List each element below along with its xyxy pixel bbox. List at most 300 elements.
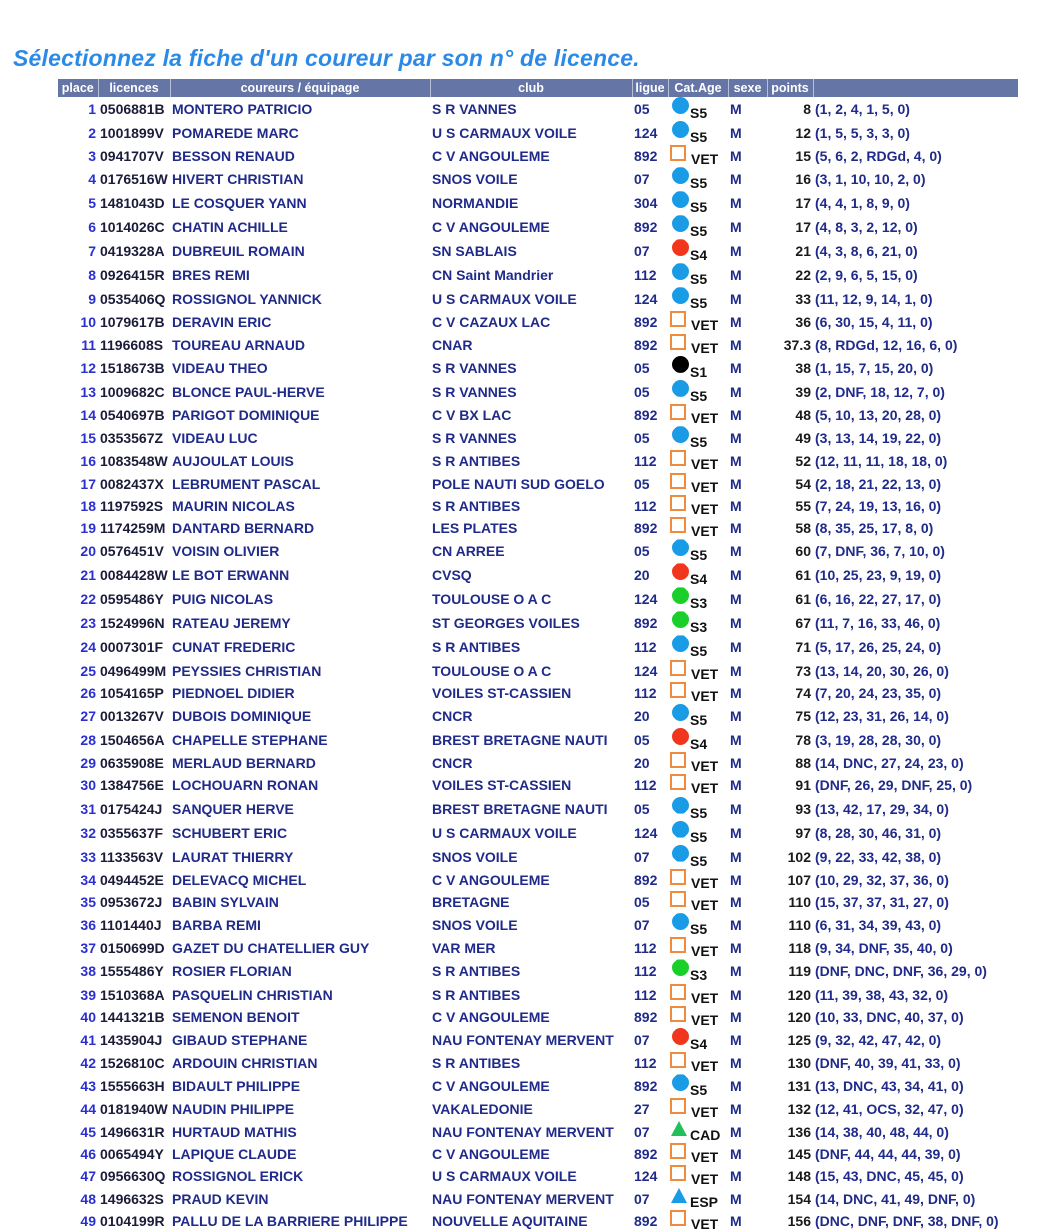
orange-square-icon: [670, 311, 686, 327]
club-cell: U S CARMAUX VOILE: [432, 291, 577, 308]
place-cell: 4: [88, 171, 96, 188]
table-row[interactable]: [58, 728, 1018, 752]
race-results-cell: (13, 14, 20, 30, 26, 0): [815, 662, 949, 679]
place-cell: 18: [80, 497, 96, 514]
category-cell: [668, 1028, 728, 1052]
licence-link[interactable]: 0953672J: [100, 894, 163, 910]
table-row[interactable]: [58, 1098, 1018, 1120]
club-cell: NAU FONTENAY MERVENT: [432, 1190, 614, 1207]
category-label: S5: [690, 223, 708, 240]
table-row[interactable]: [58, 587, 1018, 611]
licence-link[interactable]: 1079617B: [100, 314, 165, 331]
licence-link[interactable]: 0496499M: [100, 662, 167, 679]
points-cell: 52: [795, 453, 811, 470]
points-cell: 145: [787, 1146, 811, 1163]
category-label: VET: [691, 1058, 719, 1075]
racer-name-link[interactable]: LE BOT ERWANN: [172, 567, 290, 584]
sexe-cell: M: [730, 731, 742, 748]
points-cell: 8: [803, 101, 811, 117]
place-cell: 29: [80, 755, 96, 772]
licence-link[interactable]: 1504656A: [100, 731, 165, 748]
category-cell: [668, 404, 728, 426]
table-row[interactable]: [58, 891, 1018, 913]
licence-link[interactable]: 1133563V: [100, 848, 164, 865]
racer-name-link[interactable]: VOISIN OLIVIER: [172, 543, 280, 560]
green-octagon-icon: [672, 611, 689, 628]
place-cell: 8: [88, 267, 96, 284]
category-cell: [668, 821, 728, 845]
licence-link[interactable]: 1435904J: [100, 1032, 163, 1049]
sexe-cell: M: [730, 543, 742, 560]
category-label: S5: [690, 711, 708, 728]
ligue-cell: 892: [634, 1008, 658, 1025]
sexe-cell: M: [730, 314, 742, 331]
licence-link[interactable]: 0082437X: [100, 475, 164, 492]
licence-link[interactable]: 0635908E: [100, 755, 164, 772]
table-row[interactable]: [58, 311, 1018, 333]
orange-square-icon: [670, 937, 686, 953]
licence-link[interactable]: 1196608S: [100, 336, 164, 353]
table-row[interactable]: [58, 704, 1018, 728]
category-label: VET: [691, 1149, 719, 1166]
points-cell: 132: [787, 1101, 811, 1118]
ligue-cell: 124: [634, 591, 658, 608]
licence-link[interactable]: 0941707V: [100, 148, 164, 165]
category-cell: [668, 121, 728, 145]
table-row[interactable]: [58, 1121, 1018, 1143]
table-row[interactable]: [58, 983, 1018, 1005]
sexe-cell: M: [730, 195, 742, 212]
points-cell: 37.3: [783, 336, 811, 353]
racer-name-link[interactable]: BARBA REMI: [172, 917, 261, 934]
place-cell: 47: [80, 1168, 96, 1185]
sexe-cell: M: [730, 407, 742, 424]
licence-link[interactable]: 0175424J: [100, 800, 163, 817]
sexe-cell: M: [730, 894, 742, 910]
race-results-cell: (DNF, 40, 39, 41, 33, 0): [815, 1055, 961, 1072]
category-label: VET: [691, 500, 719, 517]
racer-name-link[interactable]: AUJOULAT LOUIS: [172, 453, 294, 470]
table-row[interactable]: [58, 913, 1018, 937]
place-cell: 14: [80, 407, 96, 424]
points-cell: 12: [795, 125, 811, 141]
club-cell: CN Saint Mandrier: [432, 267, 554, 284]
category-label: S5: [690, 1082, 708, 1099]
racer-name-link[interactable]: PIEDNOEL DIDIER: [172, 684, 295, 701]
club-cell: CNCR: [432, 707, 473, 724]
category-label: S5: [690, 271, 708, 288]
racer-name-link[interactable]: SCHUBERT ERIC: [172, 824, 288, 841]
racer-name-link[interactable]: SANQUER HERVE: [172, 800, 294, 817]
table-row[interactable]: [58, 937, 1018, 959]
table-row[interactable]: [58, 450, 1018, 472]
licence-link[interactable]: 1101440J: [100, 917, 162, 934]
race-results-cell: (8, RDGd, 12, 16, 6, 0): [815, 336, 958, 353]
racer-name-link[interactable]: BLONCE PAUL-HERVE: [172, 383, 325, 400]
licence-link[interactable]: 0419328A: [100, 243, 165, 260]
sexe-cell: M: [730, 615, 742, 632]
licence-link[interactable]: 0506881B: [100, 101, 165, 117]
racer-name-link[interactable]: PEYSSIES CHRISTIAN: [172, 662, 322, 679]
racer-name-link[interactable]: PUIG NICOLAS: [172, 591, 274, 608]
racer-name-link[interactable]: PARIGOT DOMINIQUE: [172, 407, 320, 424]
points-cell: 48: [795, 407, 811, 424]
licence-link[interactable]: 1441321B: [100, 1008, 165, 1025]
club-cell: S R ANTIBES: [432, 639, 521, 656]
licence-link[interactable]: 0013267V: [100, 707, 164, 724]
points-cell: 97: [795, 824, 811, 841]
table-row[interactable]: [58, 145, 1018, 167]
licence-link[interactable]: 0535406Q: [100, 291, 166, 308]
table-row[interactable]: [58, 215, 1018, 239]
racer-name-link[interactable]: RATEAU JEREMY: [172, 615, 291, 632]
sexe-cell: M: [730, 336, 742, 353]
category-cell: [668, 1074, 728, 1098]
category-label: VET: [691, 478, 719, 495]
category-cell: [668, 472, 728, 494]
racer-name-link[interactable]: ARDOUIN CHRISTIAN: [172, 1055, 318, 1072]
points-cell: 119: [788, 963, 811, 980]
racer-name-link[interactable]: DERAVIN ERIC: [172, 314, 272, 331]
racer-name-link[interactable]: PRAUD KEVIN: [172, 1190, 269, 1207]
ligue-cell: 892: [634, 1212, 658, 1229]
licence-link[interactable]: 0104199R: [100, 1212, 165, 1229]
race-results-cell: (14, DNC, 41, 49, DNF, 0): [815, 1190, 976, 1207]
racer-name-link[interactable]: VIDEAU THEO: [172, 359, 268, 376]
licence-link[interactable]: 0353567Z: [100, 430, 164, 447]
licence-link[interactable]: 1518673B: [100, 359, 165, 376]
racer-name-link[interactable]: BRES REMI: [172, 267, 250, 284]
ligue-cell: 112: [634, 986, 657, 1003]
racer-name-link[interactable]: DELEVACQ MICHEL: [172, 871, 307, 888]
licence-link[interactable]: 0084428W: [100, 567, 168, 584]
racer-name-link[interactable]: ROSSIGNOL ERICK: [172, 1168, 304, 1185]
licence-link[interactable]: 0494452E: [100, 871, 164, 888]
table-row[interactable]: [58, 334, 1018, 356]
racer-name-link[interactable]: DUBREUIL ROMAIN: [172, 243, 305, 260]
table-row[interactable]: [58, 635, 1018, 659]
header-points[interactable]: points: [767, 79, 813, 97]
race-results-cell: (9, 22, 33, 42, 38, 0): [815, 848, 942, 865]
licence-link[interactable]: 1510368A: [100, 986, 165, 1003]
club-cell: S R ANTIBES: [432, 986, 521, 1003]
ligue-cell: 892: [634, 407, 658, 424]
licence-link[interactable]: 1014026C: [100, 219, 165, 236]
table-row[interactable]: [58, 1210, 1018, 1232]
ligue-cell: 05: [634, 894, 650, 910]
licence-link[interactable]: 1054165P: [100, 684, 164, 701]
header-cat-age[interactable]: Cat.Age: [668, 79, 728, 97]
header-sexe[interactable]: sexe: [728, 79, 767, 97]
points-cell: 156: [787, 1212, 811, 1229]
table-row[interactable]: [58, 1143, 1018, 1165]
licence-link[interactable]: 1555486Y: [100, 963, 164, 980]
club-cell: S R VANNES: [432, 359, 517, 376]
place-cell: 23: [80, 615, 96, 632]
table-row[interactable]: [58, 869, 1018, 891]
place-cell: 16: [80, 453, 96, 470]
racer-name-link[interactable]: ROSSIGNOL YANNICK: [172, 291, 322, 308]
racer-name-link[interactable]: LAPIQUE CLAUDE: [172, 1146, 297, 1163]
licence-link[interactable]: 0355637F: [100, 824, 164, 841]
sexe-cell: M: [730, 871, 742, 888]
category-cell: [668, 659, 728, 681]
club-cell: U S CARMAUX VOILE: [432, 824, 577, 841]
racer-name-link[interactable]: GAZET DU CHATELLIER GUY: [172, 940, 370, 957]
points-cell: 120: [787, 1008, 811, 1025]
table-row[interactable]: [58, 1165, 1018, 1187]
table-row[interactable]: [58, 611, 1018, 635]
table-row[interactable]: [58, 380, 1018, 404]
racer-name-link[interactable]: VIDEAU LUC: [172, 430, 258, 447]
club-cell: SNOS VOILE: [432, 848, 518, 865]
table-row[interactable]: [58, 845, 1018, 869]
racer-name-link[interactable]: PALLU DE LA BARRIERE PHILIPPE: [172, 1212, 408, 1229]
ligue-cell: 07: [634, 1032, 650, 1049]
category-cell: [668, 263, 728, 287]
licence-link[interactable]: 0595486Y: [100, 591, 164, 608]
racer-name-link[interactable]: NAUDIN PHILIPPE: [172, 1101, 295, 1118]
ligue-cell: 07: [634, 848, 650, 865]
licence-link[interactable]: 1083548W: [100, 453, 168, 470]
place-cell: 12: [80, 359, 96, 376]
licence-link[interactable]: 1197592S: [100, 497, 164, 514]
points-cell: 88: [795, 755, 811, 772]
club-cell: NAU FONTENAY MERVENT: [432, 1032, 614, 1049]
racer-name-link[interactable]: SEMENON BENOIT: [172, 1008, 300, 1025]
table-row[interactable]: [58, 356, 1018, 380]
licence-link[interactable]: 0926415R: [100, 267, 165, 284]
sexe-cell: M: [730, 1212, 742, 1229]
category-label: S5: [690, 643, 708, 660]
race-results-cell: (1, 2, 4, 1, 5, 0): [815, 101, 910, 117]
blue-octagon-icon: [672, 191, 689, 208]
ligue-cell: 112: [634, 777, 657, 794]
race-results-cell: (7, 20, 24, 23, 35, 0): [815, 684, 942, 701]
race-results-cell: (15, 43, DNC, 45, 45, 0): [815, 1168, 964, 1185]
licence-link[interactable]: 1526810C: [100, 1055, 165, 1072]
racer-name-link[interactable]: PASQUELIN CHRISTIAN: [172, 986, 333, 1003]
club-cell: NOUVELLE AQUITAINE: [432, 1212, 588, 1229]
category-cell: [668, 959, 728, 983]
category-cell: [668, 191, 728, 215]
ligue-cell: 07: [634, 917, 650, 934]
racer-name-link[interactable]: LOCHOUARN RONAN: [172, 777, 319, 794]
racer-name-link[interactable]: ROSIER FLORIAN: [172, 963, 292, 980]
race-results-cell: (9, 32, 42, 47, 42, 0): [815, 1032, 942, 1049]
club-cell: CN ARREE: [432, 543, 505, 560]
table-row[interactable]: [58, 752, 1018, 774]
table-row[interactable]: [58, 959, 1018, 983]
sexe-cell: M: [730, 1190, 742, 1207]
category-cell: [668, 380, 728, 404]
header-licences[interactable]: licences: [98, 79, 170, 97]
category-label: VET: [691, 1104, 719, 1121]
club-cell: POLE NAUTI SUD GOELO: [432, 475, 605, 492]
licence-link[interactable]: 1496631R: [100, 1123, 165, 1140]
racer-name-link[interactable]: GIBAUD STEPHANE: [172, 1032, 308, 1049]
table-row[interactable]: [58, 167, 1018, 191]
table-row[interactable]: [58, 239, 1018, 263]
sexe-cell: M: [730, 1055, 742, 1072]
table-row[interactable]: [58, 121, 1018, 145]
category-cell: [668, 728, 728, 752]
place-cell: 10: [80, 314, 96, 331]
header-ligue[interactable]: ligue: [632, 79, 668, 97]
table-row[interactable]: [58, 1188, 1018, 1210]
table-row[interactable]: [58, 539, 1018, 563]
race-results-cell: (5, 6, 2, RDGd, 4, 0): [815, 148, 942, 165]
racer-name-link[interactable]: LE COSQUER YANN: [172, 195, 307, 212]
table-row[interactable]: [58, 1028, 1018, 1052]
table-row[interactable]: [58, 682, 1018, 704]
licence-link[interactable]: 0576451V: [100, 543, 164, 560]
ligue-cell: 112: [634, 963, 657, 980]
orange-square-icon: [670, 1165, 686, 1181]
racer-name-link[interactable]: MONTERO PATRICIO: [172, 101, 313, 117]
licence-link[interactable]: 0150699D: [100, 940, 165, 957]
licence-link[interactable]: 0540697B: [100, 407, 165, 424]
licence-link[interactable]: 1174259M: [100, 520, 166, 537]
category-label: S5: [690, 852, 708, 869]
category-label: VET: [691, 410, 719, 427]
racer-name-link[interactable]: LAURAT THIERRY: [172, 848, 294, 865]
category-label: S5: [690, 129, 708, 145]
club-cell: NAU FONTENAY MERVENT: [432, 1123, 614, 1140]
points-cell: 120: [787, 986, 811, 1003]
table-row[interactable]: [58, 263, 1018, 287]
blue-octagon-icon: [672, 287, 689, 304]
racer-name-link[interactable]: POMAREDE MARC: [172, 125, 299, 141]
racer-name-link[interactable]: DANTARD BERNARD: [172, 520, 315, 537]
table-row[interactable]: [58, 404, 1018, 426]
racer-name-link[interactable]: TOUREAU ARNAUD: [172, 336, 305, 353]
red-octagon-icon: [672, 1028, 689, 1045]
racer-name-link[interactable]: CHAPELLE STEPHANE: [172, 731, 328, 748]
table-row[interactable]: [58, 1006, 1018, 1028]
table-row[interactable]: [58, 774, 1018, 796]
blue-triangle-icon: [671, 1188, 687, 1203]
points-cell: 17: [795, 219, 811, 236]
orange-square-icon: [670, 774, 686, 790]
orange-square-icon: [670, 752, 686, 768]
table-row[interactable]: [58, 191, 1018, 215]
category-cell: [668, 845, 728, 869]
ligue-cell: 05: [634, 101, 650, 117]
racer-name-link[interactable]: BABIN SYLVAIN: [172, 894, 279, 910]
table-row[interactable]: [58, 797, 1018, 821]
table-row[interactable]: [58, 821, 1018, 845]
category-cell: [668, 1165, 728, 1187]
licence-link[interactable]: 0956630Q: [100, 1168, 166, 1185]
club-cell: VAR MER: [432, 940, 496, 957]
licence-link[interactable]: 1555663H: [100, 1078, 165, 1095]
race-results-cell: (11, 12, 9, 14, 1, 0): [815, 291, 933, 308]
licence-link[interactable]: 1009682C: [100, 383, 165, 400]
points-cell: 93: [795, 800, 811, 817]
racer-name-link[interactable]: MAURIN NICOLAS: [172, 497, 295, 514]
ligue-cell: 112: [634, 684, 657, 701]
licence-link[interactable]: 1384756E: [100, 777, 164, 794]
table-row[interactable]: [58, 472, 1018, 494]
sexe-cell: M: [730, 1008, 742, 1025]
ligue-cell: 124: [634, 824, 658, 841]
category-label: VET: [691, 758, 719, 775]
place-cell: 15: [80, 430, 96, 447]
licence-link[interactable]: 1524996N: [100, 615, 165, 632]
category-label: VET: [691, 780, 719, 797]
table-header-row: [58, 79, 1018, 97]
table-row[interactable]: [58, 1052, 1018, 1074]
racer-name-link[interactable]: MERLAUD BERNARD: [172, 755, 316, 772]
licence-link[interactable]: 1001899V: [100, 125, 164, 141]
racer-name-link[interactable]: HIVERT CHRISTIAN: [172, 171, 304, 188]
racer-name-link[interactable]: HURTAUD MATHIS: [172, 1123, 297, 1140]
racer-name-link[interactable]: BESSON RENAUD: [172, 148, 295, 165]
club-cell: ST GEORGES VOILES: [432, 615, 580, 632]
racer-name-link[interactable]: CUNAT FREDERIC: [172, 639, 296, 656]
red-octagon-icon: [672, 563, 689, 580]
licence-link[interactable]: 0065494Y: [100, 1146, 164, 1163]
table-row[interactable]: [58, 563, 1018, 587]
table-row[interactable]: [58, 1074, 1018, 1098]
licence-link[interactable]: 0007301F: [100, 639, 164, 656]
points-cell: 71: [795, 639, 811, 656]
race-results-cell: (DNC, DNF, DNF, 38, DNF, 0): [815, 1212, 999, 1229]
category-cell: [668, 1052, 728, 1074]
table-row[interactable]: [58, 97, 1018, 121]
table-row[interactable]: [58, 517, 1018, 539]
blue-octagon-icon: [672, 797, 689, 814]
licence-link[interactable]: 0181940W: [100, 1101, 168, 1118]
header-coureurs[interactable]: coureurs / équipage: [170, 79, 430, 97]
place-cell: 25: [80, 662, 96, 679]
table-row[interactable]: [58, 426, 1018, 450]
category-label: S5: [690, 295, 708, 312]
place-cell: 5: [88, 195, 96, 212]
licence-link[interactable]: 0176516W: [100, 171, 168, 188]
points-cell: 61: [795, 567, 811, 584]
table-row[interactable]: [58, 495, 1018, 517]
club-cell: VOILES ST-CASSIEN: [432, 684, 572, 701]
blue-octagon-icon: [672, 913, 689, 930]
category-label: S4: [690, 247, 708, 264]
licence-link[interactable]: 1496632S: [100, 1190, 164, 1207]
blue-octagon-icon: [672, 97, 689, 114]
points-cell: 36: [795, 314, 811, 331]
place-cell: 20: [80, 543, 96, 560]
sexe-cell: M: [730, 963, 742, 980]
blue-octagon-icon: [672, 215, 689, 232]
header-place[interactable]: place: [58, 79, 98, 97]
table-row[interactable]: [58, 659, 1018, 681]
category-cell: [668, 495, 728, 517]
points-cell: 102: [787, 848, 811, 865]
header-club[interactable]: club: [430, 79, 632, 97]
sexe-cell: M: [730, 567, 742, 584]
club-cell: C V ANGOULEME: [432, 1078, 550, 1095]
table-row[interactable]: [58, 287, 1018, 311]
category-label: S5: [690, 105, 708, 121]
racer-name-link[interactable]: CHATIN ACHILLE: [172, 219, 288, 236]
racer-name-link[interactable]: LEBRUMENT PASCAL: [172, 475, 321, 492]
racer-name-link[interactable]: DUBOIS DOMINIQUE: [172, 707, 312, 724]
sexe-cell: M: [730, 777, 742, 794]
sexe-cell: M: [730, 824, 742, 841]
points-cell: 107: [787, 871, 811, 888]
racer-name-link[interactable]: BIDAULT PHILIPPE: [172, 1078, 301, 1095]
licence-link[interactable]: 1481043D: [100, 195, 165, 212]
